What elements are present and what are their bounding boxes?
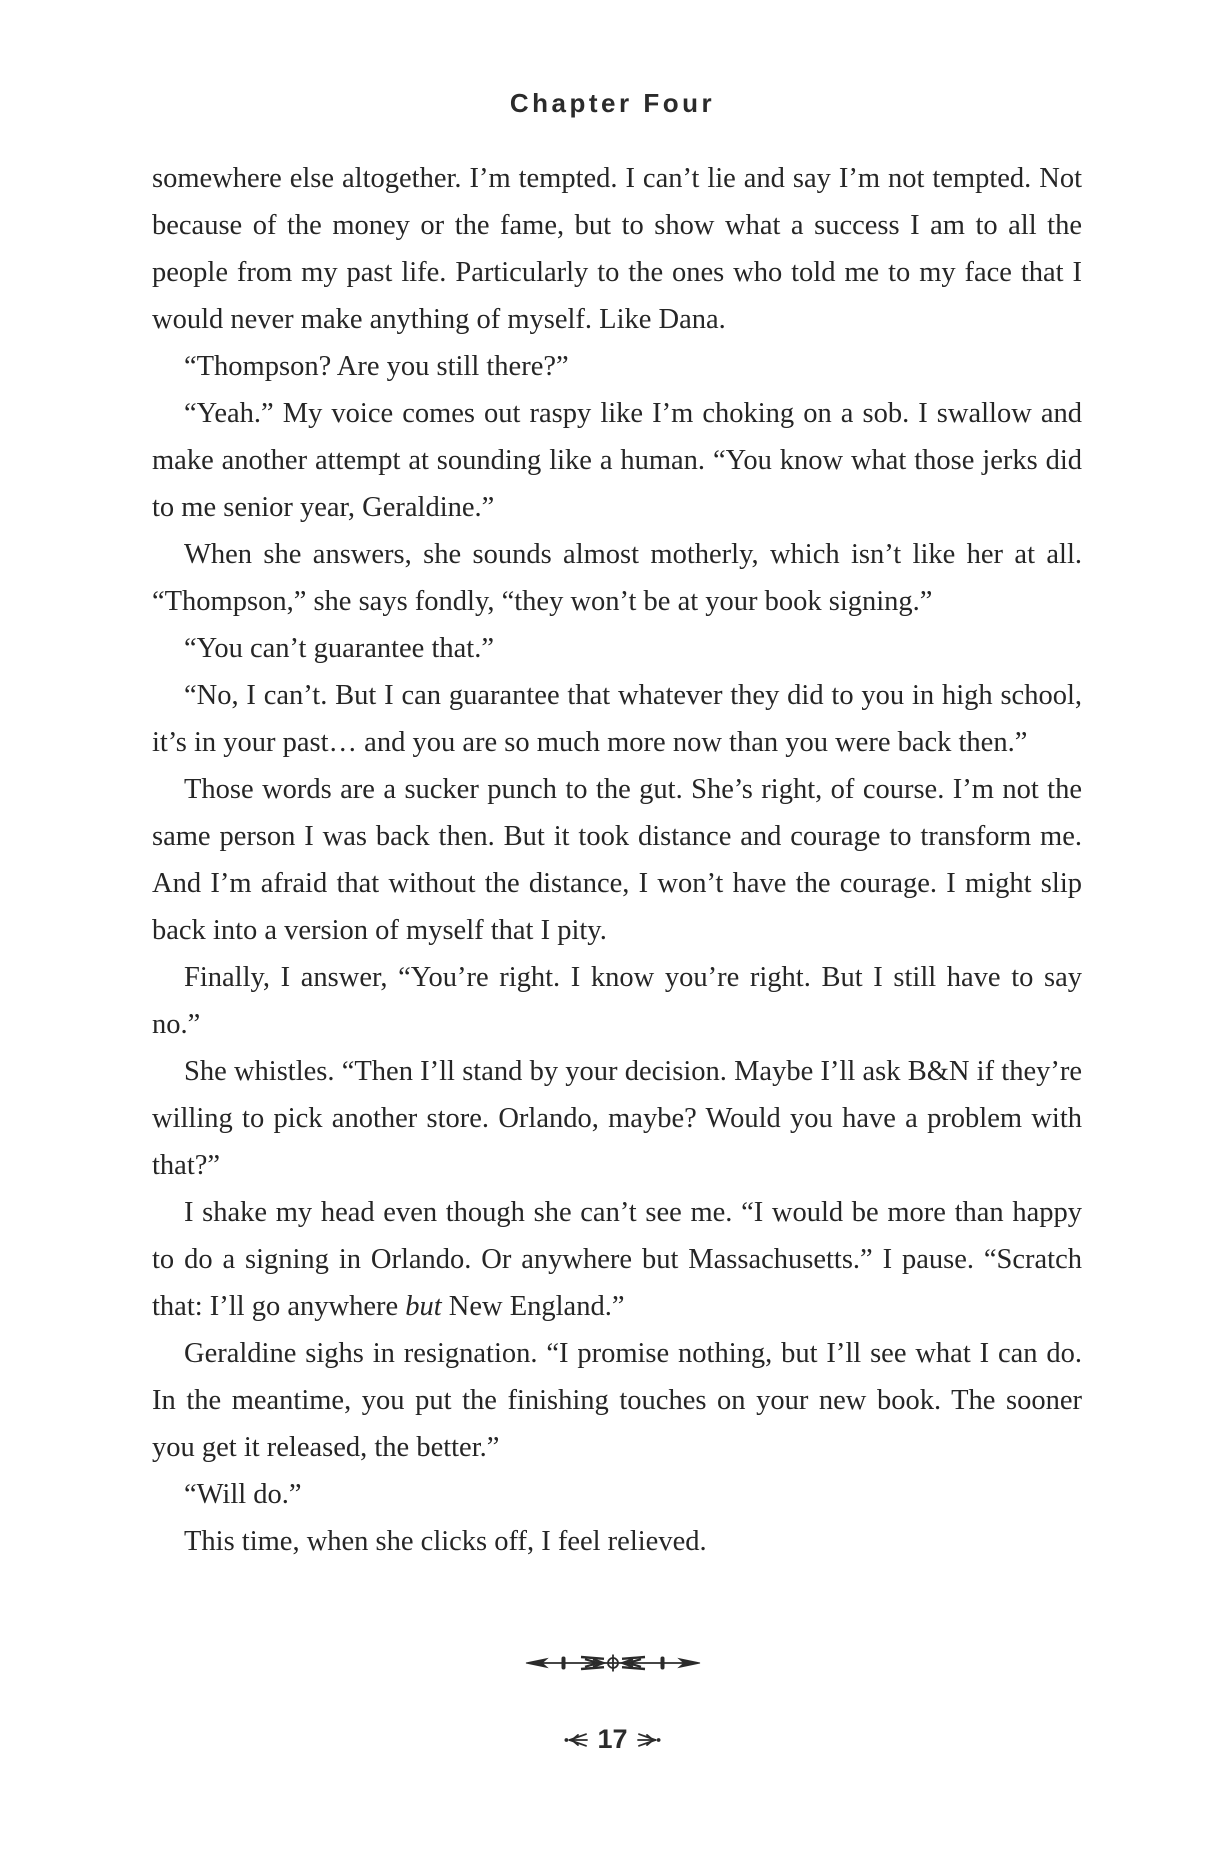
paragraph [152,1189,1082,1330]
text-run: “Will do.” [184,1479,302,1511]
text-run: This time, when she clicks off, I feel relieved. [184,1526,707,1558]
text-run: When she answers, she sounds almost motherly, which isn’t like her at all. “Thompson,” she says fondly, “they won’t be at your book signing.” [152,539,1082,618]
paragraph [152,1048,1082,1189]
section-divider [525,1652,701,1674]
text-run: New England.” [441,1291,625,1323]
left-fletch-arrow-icon [564,1732,588,1748]
paragraph [152,1471,1082,1518]
paragraph [152,343,1082,390]
paragraph [152,1330,1082,1471]
right-fletch-arrow-icon [637,1732,661,1748]
text-run: She whistles. “Then I’ll stand by your decision. Maybe I’ll ask B&N if they’re willing to pick another store. Orlando, maybe? Would you have a problem with that?” [152,1056,1082,1182]
text-run: somewhere else altogether. I’m tempted. I can’t lie and say I’m not tempted. Not because of the money or the fame, but to show what a success I am to all the people from my past life. Particularly to the ones who told me to my face that I would never make anything of myself. Like Dana. [152,163,1082,336]
chapter-title: Chapter Four [509,88,716,118]
text-run: I shake my head even though she can’t see me. “I would be more than happy to do a signing in Orlando. Or anywhere but Massachusetts.” I pause. “Scratch that: I’ll go anywhere [152,1197,1082,1323]
text-run: Geraldine sighs in resignation. “I promise nothing, but I’ll see what I can do. In the meantime, you put the finishing touches on your new book. The sooner you get it released, the better.” [152,1338,1082,1464]
paragraph [152,390,1082,531]
paragraphs [152,155,1082,1565]
paragraph [152,625,1082,672]
text-run: Finally, I answer, “You’re right. I know you’re right. But I still have to say no.” [152,962,1082,1041]
page-footer [0,1726,1225,1753]
text-run: “Yeah.” My voice comes out raspy like I’m choking on a sob. I swallow and make another attempt at sounding like a human. “You know what those jerks did to me senior year, Geraldine.” [152,398,1082,524]
paragraph [152,1518,1082,1565]
text-run: “No, I can’t. But I can guarantee that whatever they did to you in high school, it’s in your past… and you are so much more now than you were back then.” [152,680,1082,759]
text-run: “You can’t guarantee that.” [184,633,494,665]
paragraph [152,155,1082,343]
page-number: 17 [597,1724,628,1754]
paragraph [152,531,1082,625]
paragraph [152,766,1082,954]
paragraph [152,954,1082,1048]
text-run: Those words are a sucker punch to the gut. She’s right, of course. I’m not the same person I was back then. But it took distance and courage to transform me. And I’m afraid that without the distance, I won’t have the courage. I might slip back into a version of myself that I pity. [152,774,1082,947]
paragraph [152,672,1082,766]
text-run: “Thompson? Are you still there?” [184,351,569,383]
arrow-ornament-divider-icon [525,1652,701,1674]
italic-text-run: but [405,1291,442,1323]
